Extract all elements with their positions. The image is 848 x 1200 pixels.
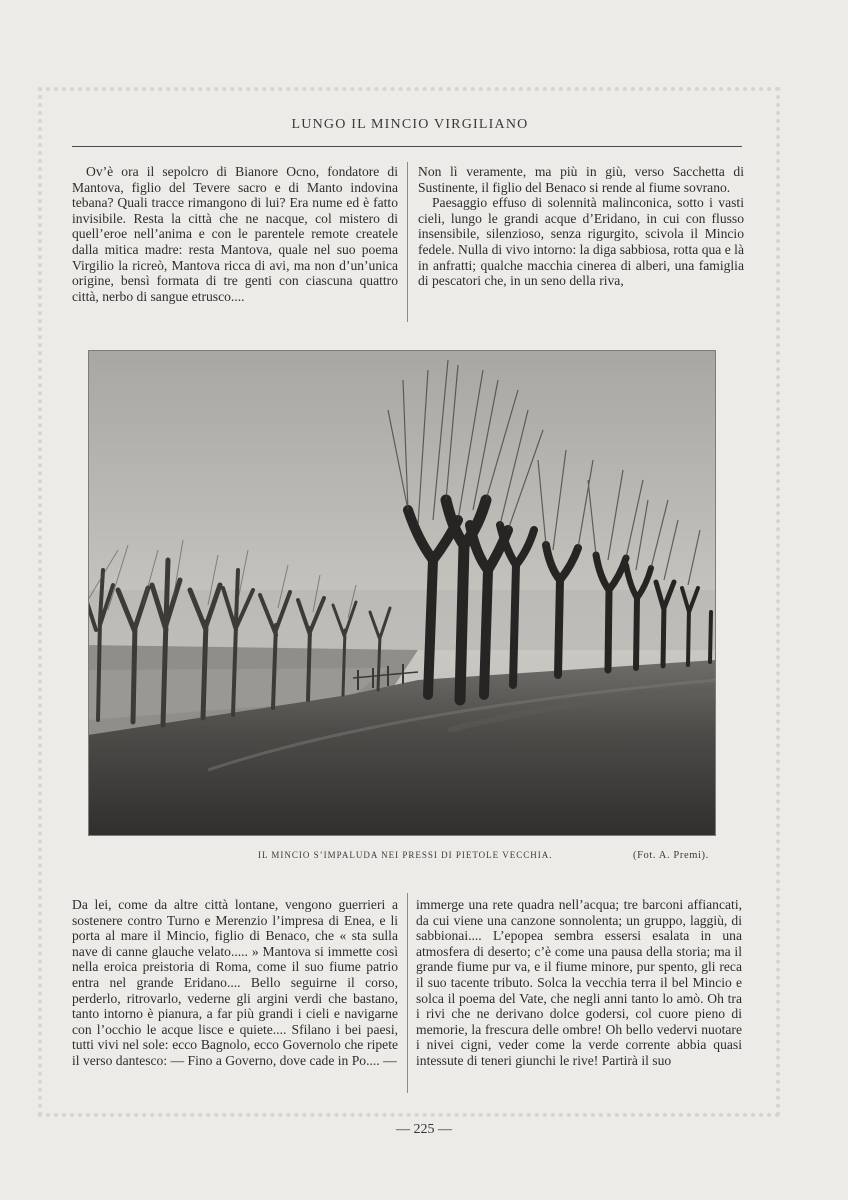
- bottom-right-column: [416, 897, 742, 1069]
- running-title: LUNGO IL MINCIO VIRGILIANO: [291, 117, 529, 132]
- column-divider: [407, 893, 408, 1093]
- top-right-column: [418, 164, 744, 289]
- paragraph: Ov’è ora il sepolcro di Bianore Ocno, fondatore di Mantova, figlio del Tevere sacro e di Manto indovina tebana? Quali tracce rimangono di lui? Era nume ed è fatto invisibile. Resta la città che ne nacque, col mistero di quell’eroe nell’anima e con le parentele remote createle dalla mitica madre: resta Mantova, quale nel suo poema Virgilio la ricreò, Mantova ricca di avi, ma non d’un’unica origine, bensì formata di tre genti con ciascuna quattro città, nerbo di sangue etrusco....: [72, 164, 398, 304]
- top-left-column: [72, 164, 398, 304]
- paragraph: Non lì veramente, ma più in giù, verso Sacchetta di Sustinente, il figlio del Benaco si rende al fiume sovrano.: [418, 164, 744, 195]
- bottom-left-column: [72, 897, 398, 1069]
- paragraph: Da lei, come da altre città lontane, vengono guerrieri a sostenere contro Turno e Merenzio l’impresa di Enea, e li porta al mare il Mincio, figlio di Benaco, che « sta sulla nave di canne glauche velato..... » Mantova si immette così nella eroica preistoria di Roma, come il suo fiume patrio entra nel grande Eridano.... Bello seguirne il corso, perderlo, ritrovarlo, vederne gli argini verdi che bastano, tanto intorno è pianura, a far più grandi i cieli e navigarne con l’occhio le acque lisce e quiete.... Sfilano i bei paesi, tutti vivi nel sole: ecco Bagnolo, ecco Governolo che ripete il verso dantesco: — Fino a Governo, dove cade in Po.... —: [72, 897, 398, 1068]
- photograph-mincio-marsh: [88, 350, 716, 836]
- paragraph: immerge una rete quadra nell’acqua; tre barconi affiancati, da cui viene una canzone sonnolenta; un gruppo, laggiù, di sabbionai.... L’epopea sembra essersi esalata in una atmosfera di deserto; c’è come una pausa della storia; ma il grande fiume pur va, e il fiume minore, pur spento, gli reca il suo tacente tributo. Solca la vecchia terra il bel Mincio e solca il poema del Vate, che negli anni tanto lo amò. Oh tra i rivi che ne derivano dolce godersi, col cuore pieno di memorie, la frescura delle ombre! Oh bello vedervi nuotare i nivei cigni, veder come la verde corrente abbia quasi intessute di teneri giunchi le rive! Partirà il suo: [416, 897, 742, 1068]
- landscape-illustration: [88, 350, 716, 836]
- column-divider: [407, 162, 408, 322]
- header-rule: [72, 146, 742, 147]
- page-number: — 225 —: [396, 1122, 452, 1137]
- photo-credit: (Fot. A. Premi).: [633, 850, 709, 861]
- paragraph: Paesaggio effuso di solennità malinconica, sotto i vasti cieli, lungo le grandi acque d’Eridano, in cui con flusso insensibile, silenzioso, senza rigurgito, scivola il Mincio fedele. Nulla di vivo intorno: la diga sabbiosa, rotta qua e là in anfratti; qualche macchia cinerea di alberi, una famiglia di pescatori che, in un seno della riva,: [418, 195, 744, 289]
- figure-caption: IL MINCIO S’IMPALUDA NEI PRESSI DI PIETOLE VECCHIA.: [258, 850, 553, 860]
